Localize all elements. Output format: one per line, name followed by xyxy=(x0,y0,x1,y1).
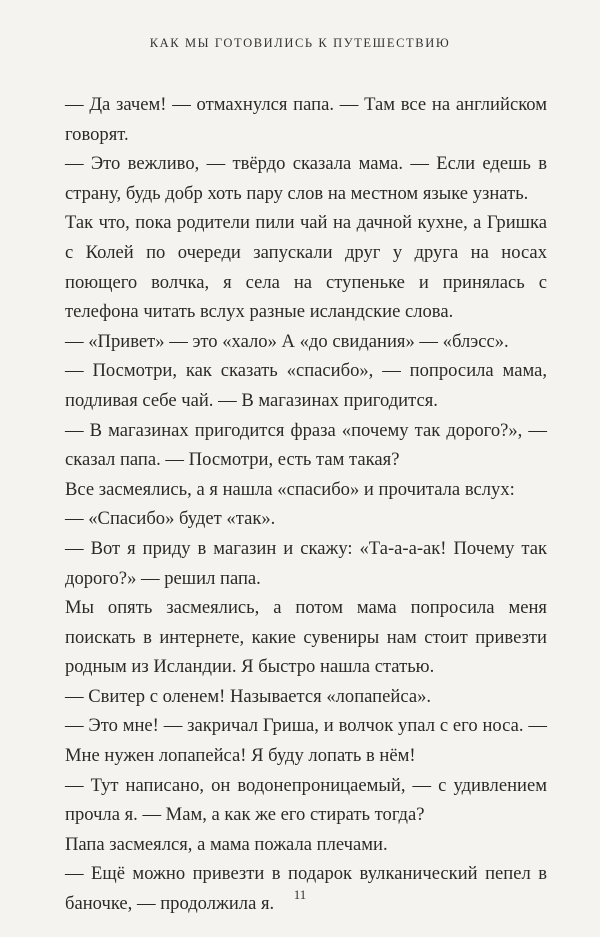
body-text xyxy=(65,90,547,919)
paragraph-13: — Тут написано, он водонепроницаемый, — с удивлением прочла я. — Мам, а как же его стирать тогда? xyxy=(65,774,547,826)
paragraph-12: — Это мне! — закричал Гриша, и волчок упал с его носа. — Мне нужен лопапейса! Я буду лопать в нём! xyxy=(65,715,547,767)
paragraph-1: — Да зачем! — отмахнулся папа. — Там все на английском говорят. xyxy=(65,94,547,145)
paragraph-3: Так что, пока родители пили чай на дачной кухне, а Гришка с Колей по очереди запускали друг у друга на носах поющего волчка, я села на ступеньке и принялась с телефона читать вслух разные исландские слова. xyxy=(65,212,547,323)
paragraph-9: — Вот я приду в магазин и скажу: «Та-а-а-ак! Почему так дорого?» — решил папа. xyxy=(65,537,547,589)
paragraph-15: — Ещё можно привезти в подарок вулканический пепел в баночке, — продолжила я. xyxy=(65,863,547,915)
paragraph-14: Папа засмеялся, а мама пожала плечами. xyxy=(65,833,388,855)
paragraph-4: — «Привет» — это «хало» А «до свидания» — «блэсс». xyxy=(65,330,509,352)
paragraph-8: — «Спасибо» будет «так». xyxy=(65,508,276,530)
paragraph-6: — В магазинах пригодится фраза «почему так дорого?», — сказал папа. — Посмотри, есть там такая? xyxy=(65,419,547,471)
running-head: КАК МЫ ГОТОВИЛИСЬ К ПУТЕШЕСТВИЮ xyxy=(149,36,451,50)
paragraph-5: — Посмотри, как сказать «спасибо», — попросила мама, подливая себе чай. — В магазинах пригодится. xyxy=(65,360,547,411)
paragraph-11: — Свитер с оленем! Называется «лопапейса». xyxy=(65,685,432,707)
paragraph-10: Мы опять засмеялись, а потом мама попросила меня поискать в интернете, какие сувениры нам стоит привезти родным из Исландии. Я быстро нашла статью. xyxy=(65,597,547,678)
paragraph-2: — Это вежливо, — твёрдо сказала мама. — Если едешь в страну, будь добр хоть пару слов на местном языке узнать. xyxy=(65,153,547,204)
paragraph-7: Все засмеялись, а я нашла «спасибо» и прочитала вслух: xyxy=(65,478,515,500)
page-number: 11 xyxy=(293,887,307,902)
